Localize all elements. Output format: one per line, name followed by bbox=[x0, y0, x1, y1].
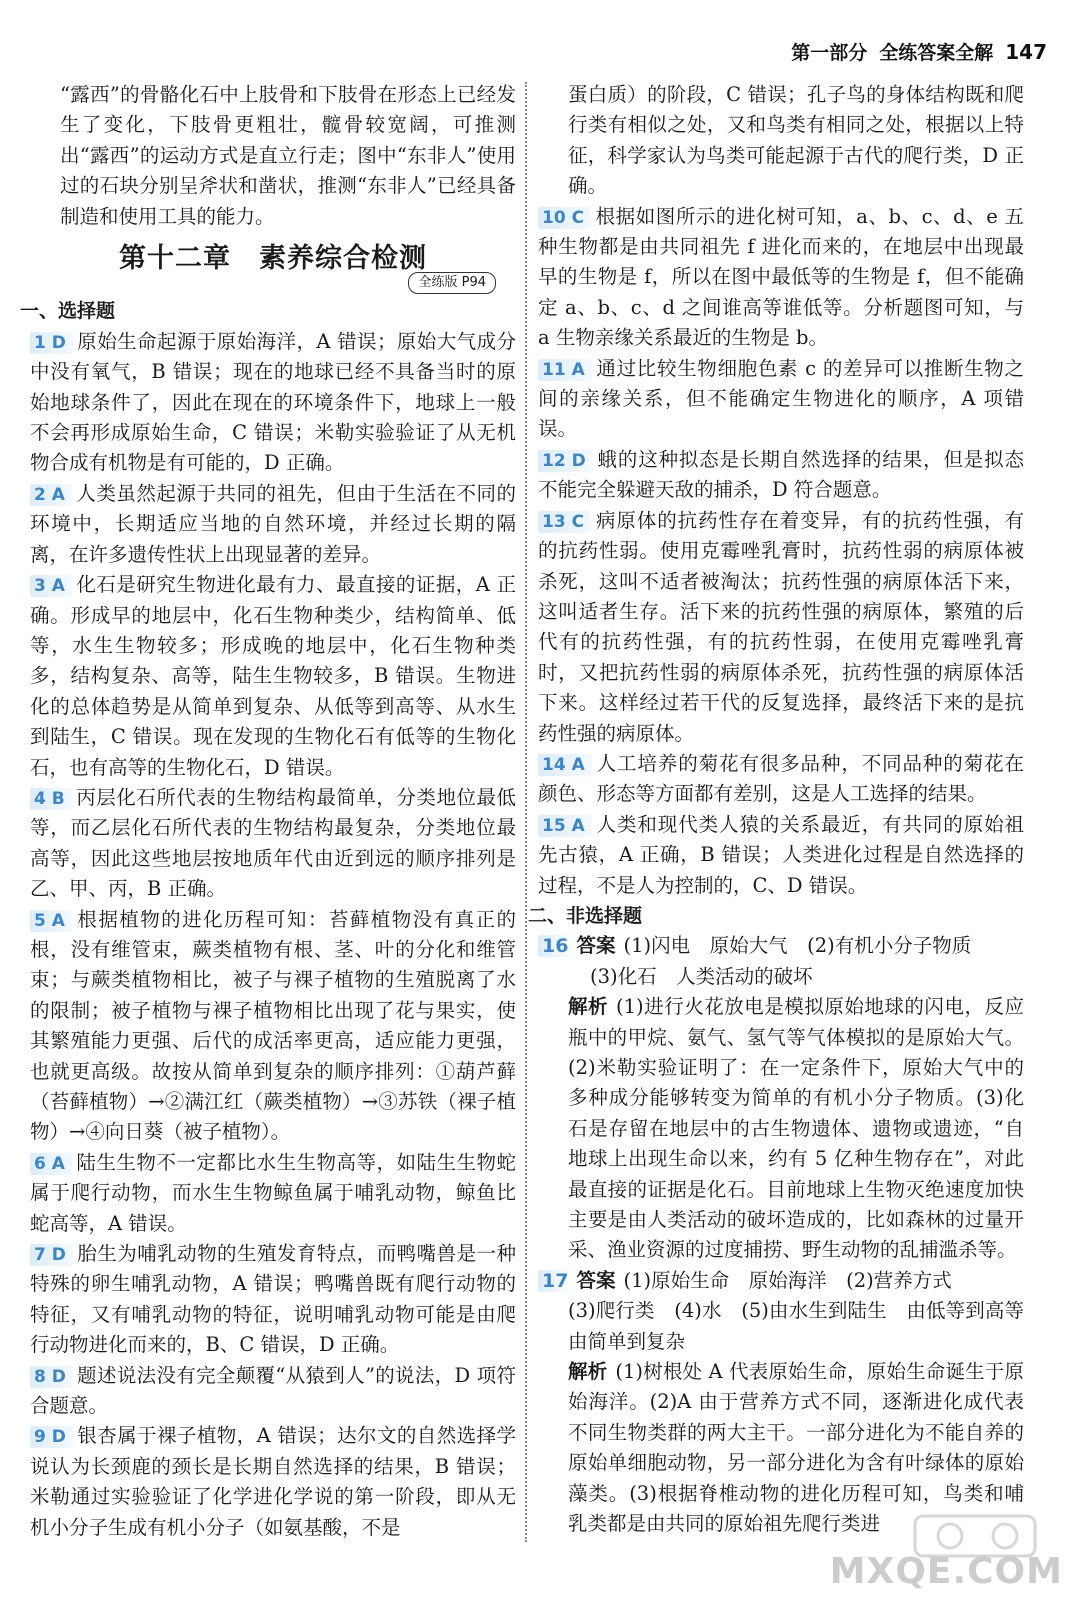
answer-badge: 2 A bbox=[30, 484, 72, 506]
q17-answer-line1: (1)原始生命 原始海洋 (2)营养方式 bbox=[623, 1268, 952, 1292]
answer-item bbox=[538, 810, 1024, 901]
q17-answer-cont: (3)爬行类 (4)水 (5)由水生到陆生 由低等到高等 由简单到复杂 bbox=[568, 1299, 1044, 1353]
q16-badge: 16 bbox=[538, 935, 572, 957]
section-nonchoice-title: 二、非选择题 bbox=[528, 904, 643, 927]
q16-answer-line1: (1)闪电 原始大气 (2)有机小分子物质 bbox=[623, 934, 972, 958]
answer-item bbox=[538, 749, 1024, 810]
page-number: 147 bbox=[1005, 40, 1047, 64]
answer-badge: 10 C bbox=[538, 207, 591, 229]
answer-text: 通过比较生物细胞色素 c 的差异可以推断生物之间的亲缘关系，但不能确定生物进化的顺序，A 项错误。 bbox=[538, 356, 1024, 441]
watermark-logo bbox=[829, 1514, 1063, 1592]
q16-analysis bbox=[538, 992, 1024, 1266]
answer-badge: 3 A bbox=[30, 575, 72, 597]
q16-answer-label: 答案 bbox=[576, 934, 616, 958]
ref-tag-label: 全练版 P94 bbox=[408, 272, 496, 294]
left-column bbox=[20, 80, 516, 1543]
chapter-heading bbox=[30, 244, 516, 274]
answer-text: 原始生命起源于原始海洋，A 错误；原始大气成分中没有氧气，B 错误；现在的地球已经不具备当时的原始地球条件了，因此在现在的环境条件下，地球上一般不会再形成原始生命，C 错误；米勒实验验证了从无机物合成有机物是有可能的，D 正确。 bbox=[30, 329, 516, 475]
continuation-paragraph: 蛋白质）的阶段，C 错误；孔子鸟的身体结构既和爬行类有相似之处，又和鸟类有相同之处，根据以上特征，科学家认为鸟类可能起源于古代的爬行类，D 正确。 bbox=[568, 83, 1024, 198]
answer-item bbox=[30, 1421, 516, 1543]
answer-text: 病原体的抗药性存在着变异，有的抗药性强，有的抗药性弱。使用克霉唑乳膏时，抗药性弱的病原体被杀死，这叫不适者被淘汰；抗药性强的病原体活下来，这叫适者生存。活下来的抗药性强的病原体，繁殖的后代有的抗药性强，有的抗药性弱，在使用克霉唑乳膏时，又把抗药性弱的病原体杀死，抗药性强的病原体活下来。这样经过若干代的反复选择，最终活下来的是抗药性强的病原体。 bbox=[538, 508, 1024, 745]
answer-text: 蛾的这种拟态是长期自然选择的结果，但是拟态不能完全躲避天敌的捕杀，D 符合题意。 bbox=[538, 447, 1024, 502]
answer-text: 根据如图所示的进化树可知，a、b、c、d、e 五种生物都是由共同祖先 f 进化而来的，在地层中出现最早的生物是 f，所以在图中最低等的生物是 f，但不能确定 a、b、c、d 之间谁高等谁低等。分析题图可知，与 a 生物亲缘关系最近的生物是 b。 bbox=[538, 204, 1024, 350]
answer-text: 人类和现代类人猿的关系最近，有共同的原始祖先古猿，A 正确，B 错误；人类进化过程是自然选择的过程，不是人为控制的，C、D 错误。 bbox=[538, 812, 1024, 897]
answer-item bbox=[30, 1361, 516, 1422]
section-choice-title: 一、选择题 bbox=[20, 300, 116, 323]
answer-item bbox=[30, 479, 516, 570]
answer-text: 丙层化石所代表的生物结构最简单，分类地位最低等，而乙层化石所代表的生物结构最复杂，分类地位最高等，因此这些地层按地质年代由近到远的顺序排列是乙、甲、丙，B 正确。 bbox=[30, 785, 516, 901]
watermark-text: MXQE.COM bbox=[829, 1551, 1063, 1592]
answer-item bbox=[538, 354, 1024, 445]
answer-item bbox=[30, 783, 516, 905]
answer-text: 人工培养的菊花有很多品种，不同品种的菊花在颜色、形态等方面都有差别，这是人工选择的结果。 bbox=[538, 751, 1024, 806]
q17-analysis-text: (1)树根处 A 代表原始生命，原始生命诞生于原始海洋。(2)A 由于营养方式不同，逐渐进化成代表不同生物类群的两大主干。一部分进化为不能自养的原始单细胞动物，另一部分进化为含有叶绿体的原始藻类。(3)根据脊椎动物的进化历程可知，鸟类和哺乳类都是由共同的原始祖先爬行类进 bbox=[568, 1360, 1024, 1536]
answer-badge: 9 D bbox=[30, 1426, 73, 1448]
answer-text: 人类虽然起源于共同的祖先，但由于生活在不同的环境中，长期适应当地的自然环境，并经过长期的隔离，在许多遗传性状上出现显著的差异。 bbox=[30, 481, 516, 566]
answer-item bbox=[30, 327, 516, 479]
answer-badge: 14 A bbox=[538, 754, 592, 776]
right-column bbox=[528, 80, 1044, 1540]
answer-item bbox=[538, 202, 1024, 354]
q17-badge: 17 bbox=[538, 1270, 572, 1292]
page-header bbox=[791, 38, 1047, 65]
q17-answer bbox=[538, 1266, 1024, 1296]
answer-item bbox=[30, 1239, 516, 1361]
header-section: 第一部分 bbox=[791, 42, 868, 64]
answer-item bbox=[30, 1148, 516, 1239]
column-divider bbox=[525, 82, 527, 1542]
answer-badge: 4 B bbox=[30, 788, 72, 810]
q16-analysis-label: 解析 bbox=[568, 995, 609, 1019]
header-title: 全练答案全解 bbox=[879, 42, 994, 64]
answer-badge: 12 D bbox=[538, 450, 593, 472]
answer-badge: 11 A bbox=[538, 359, 592, 381]
q17-analysis-label: 解析 bbox=[568, 1360, 608, 1384]
answer-text: 陆生生物不一定都比水生生物高等，如陆生生物蛇属于爬行动物，而水生生物鲸鱼属于哺乳动物，鲸鱼比蛇高等，A 错误。 bbox=[30, 1150, 516, 1235]
answer-badge: 8 D bbox=[30, 1366, 73, 1388]
q16-answer-cont: (3)化石 人类活动的破坏 bbox=[590, 964, 813, 988]
answer-badge: 6 A bbox=[30, 1153, 72, 1175]
answer-item bbox=[30, 570, 516, 783]
answer-text: 化石是研究生物进化最有力、最直接的证据，A 正确。形成早的地层中，化石生物种类少，结构简单、低等，水生生物较多；形成晚的地层中，化石生物种类多，结构复杂、高等，陆生生物较多，B 错误。生物进化的总体趋势是从简单到复杂、从低等到高等、从水生到陆生，C 错误。现在发现的生物化石有低等的生物化石，也有高等的生物化石，D 错误。 bbox=[30, 573, 516, 779]
answer-item bbox=[538, 445, 1024, 506]
q17-analysis bbox=[538, 1357, 1024, 1539]
answer-text: 根据植物的进化历程可知：苔藓植物没有真正的根，没有维管束，蕨类植物有根、茎、叶的分化和维管束；与蕨类植物相比，被子与裸子植物的生殖脱离了水的限制；被子植物与裸子植物相比出现了花与果实，使其繁殖能力更强、后代的成活率更高，适应能力更强，也就更高级。故按从简单到复杂的顺序排列：①葫芦藓（苔藓植物）→②满江红（蕨类植物）→③苏铁（裸子植物）→④向日葵（被子植物）。 bbox=[30, 907, 516, 1144]
answer-badge: 1 D bbox=[30, 332, 73, 354]
answer-badge: 15 A bbox=[538, 815, 592, 837]
answer-badge: 5 A bbox=[30, 910, 72, 932]
answer-badge: 7 D bbox=[30, 1244, 73, 1266]
answer-item bbox=[538, 506, 1024, 749]
chapter-subtitle: 素养综合检测 bbox=[259, 243, 427, 275]
answer-badge: 13 C bbox=[538, 511, 591, 533]
answer-item bbox=[30, 905, 516, 1148]
q16-analysis-text: (1)进行火花放电是模拟原始地球的闪电，反应瓶中的甲烷、氨气、氢气等气体模拟的是原始大气。(2)米勒实验证明了：在一定条件下，原始大气中的多种成分能够转变为简单的有机小分子物质。(3)化石是存留在地层中的古生物遗体、遗物或遗迹，“自地球上出现生命以来，约有 5 亿种生物存在”，对此最直接的证据是化石。目前地球上生物灭绝速度加快主要是由人类活动的破坏造成的，比如森林的过量开采、渔业资源的过度捕捞、野生动物的乱捕滥杀等。 bbox=[568, 995, 1024, 1262]
answer-text: 题述说法没有完全颠覆“从猿到人”的说法，D 项符合题意。 bbox=[30, 1363, 516, 1418]
q17-answer-label: 答案 bbox=[576, 1268, 616, 1292]
chapter-title: 第十二章 bbox=[119, 243, 231, 275]
answer-text: 胎生为哺乳动物的生殖发育特点，而鸭嘴兽是一种特殊的卵生哺乳动物，A 错误；鸭嘴兽既有爬行动物的特征，又有哺乳动物的特征，说明哺乳动物可能是由爬行动物进化而来的，B、C 错误，D 正确。 bbox=[30, 1242, 516, 1357]
intro-paragraph: “露西”的骨骼化石中上肢骨和下肢骨在形态上已经发生了变化，下肢骨更粗壮，髋骨较宽阔，可推测出“露西”的运动方式是直立行走；图中“东非人”使用过的石块分别呈斧状和凿状，推测“东非人”已经具备制造和使用工具的能力。 bbox=[60, 83, 516, 228]
q16-answer bbox=[538, 931, 1024, 961]
answer-text: 银杏属于裸子植物，A 错误；达尔文的自然选择学说认为长颈鹿的颈长是长期自然选择的结果，B 错误；米勒通过实验验证了化学进化学说的第一阶段，即从无机小分子生成有机小分子（如氨基酸，不是 bbox=[30, 1424, 516, 1539]
ref-tag bbox=[30, 272, 496, 294]
